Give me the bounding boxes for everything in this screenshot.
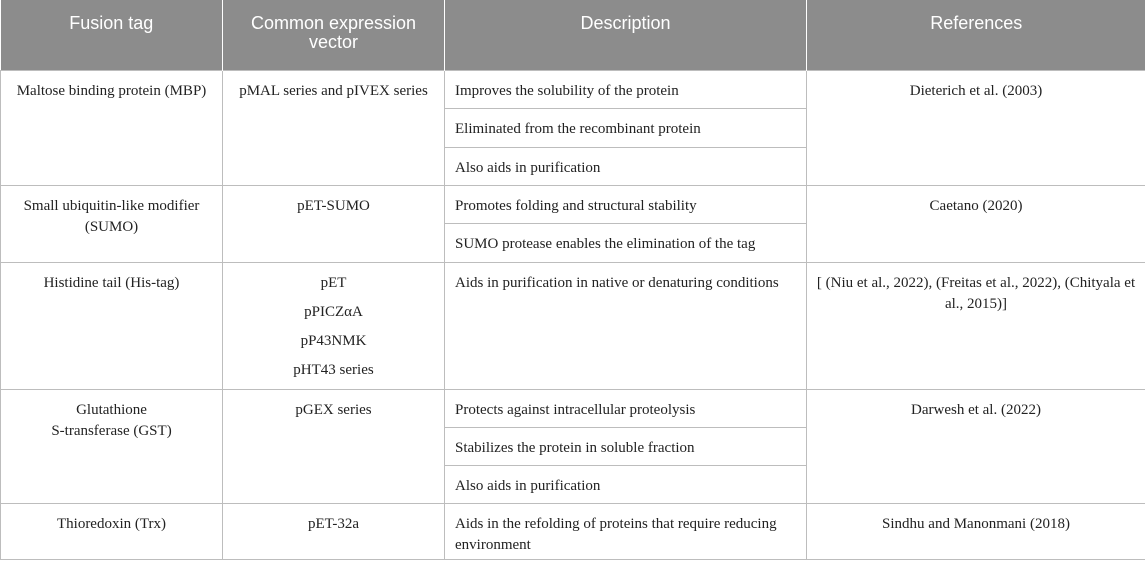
description-cell: Improves the solubility of the protein (445, 70, 807, 108)
vector-item: pPICZαA (304, 303, 363, 320)
fusion-tag-cell (1, 389, 223, 503)
table-row (1, 503, 1145, 559)
vector-item: pET (320, 274, 347, 291)
vector-item: pP43NMK (300, 332, 367, 349)
vector-cell: pET-SUMO (223, 185, 445, 262)
vector-item: pHT43 series (293, 361, 374, 378)
reference-cell: [ (Niu et al., 2022), (Freitas et al., 2022), (Chityala et al., 2015)] (807, 262, 1145, 389)
fusion-tag-cell: Small ubiquitin-like modifier (SUMO) (1, 185, 223, 262)
fusion-tag-line: S-transferase (GST) (51, 422, 172, 439)
table-row (1, 185, 1145, 223)
fusion-tag-cell: Histidine tail (His-tag) (1, 262, 223, 389)
vector-cell: pMAL series and pIVEX series (223, 70, 445, 185)
description-cell: SUMO protease enables the elimination of the tag (445, 223, 807, 262)
description-cell: Also aids in purification (445, 465, 807, 503)
description-cell: Eliminated from the recombinant protein (445, 108, 807, 147)
header-expression-vector: Common expression vector (223, 0, 445, 70)
description-cell: Aids in purification in native or denaturing conditions (445, 262, 807, 389)
header-description: Description (445, 0, 807, 70)
reference-cell: Darwesh et al. (2022) (807, 389, 1145, 503)
description-cell: Protects against intracellular proteolysis (445, 389, 807, 427)
vector-cell: pET-32a (223, 503, 445, 559)
description-cell: Also aids in purification (445, 147, 807, 185)
fusion-tag-line: Glutathione (76, 401, 147, 418)
reference-cell: Dieterich et al. (2003) (807, 70, 1145, 185)
fusion-tag-cell: Thioredoxin (Trx) (1, 503, 223, 559)
vector-cell (223, 262, 445, 389)
vector-cell: pGEX series (223, 389, 445, 503)
reference-cell: Caetano (2020) (807, 185, 1145, 262)
description-cell: Aids in the refolding of proteins that require reducing environment (445, 503, 807, 559)
header-fusion-tag: Fusion tag (1, 0, 223, 70)
header-references: References (807, 0, 1145, 70)
description-cell: Promotes folding and structural stability (445, 185, 807, 223)
description-cell: Stabilizes the protein in soluble fraction (445, 427, 807, 465)
table-row (1, 262, 1145, 389)
table-row (1, 389, 1145, 427)
fusion-tag-cell: Maltose binding protein (MBP) (1, 70, 223, 185)
table-row (1, 70, 1145, 108)
reference-cell: Sindhu and Manonmani (2018) (807, 503, 1145, 559)
header-row (1, 0, 1145, 70)
